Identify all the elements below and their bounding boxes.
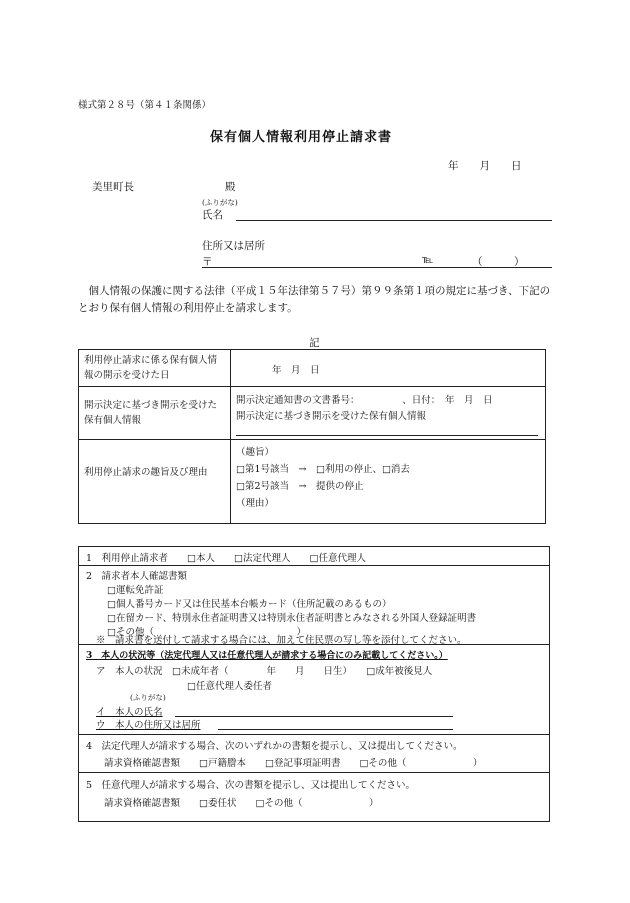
name-label: 氏名	[202, 209, 223, 221]
table-row-divider	[78, 386, 546, 387]
furigana-label: (ふりがな)	[202, 198, 238, 207]
name-field-line[interactable]	[236, 220, 552, 221]
principal-address-line[interactable]	[218, 729, 453, 730]
row1-label: 利用停止請求に係る保有個人情報の開示を受けた日	[84, 355, 218, 381]
id-doc-option[interactable]: □その他（ ）	[107, 627, 306, 638]
row2-line2: 開示決定に基づき開示を受けた保有個人情報	[236, 411, 427, 422]
honorific: 殿	[225, 181, 236, 193]
row2-line1[interactable]: 開示決定通知書の文書番号： 、日付： 年 月 日	[236, 395, 493, 406]
id-doc-option[interactable]: □個人番号カード又は住民基本台帳カード（住所記載のあるもの）	[107, 599, 392, 610]
row2-underline	[236, 435, 538, 436]
page-title: 保有個人情報利用停止請求書	[210, 130, 393, 145]
section-divider	[78, 565, 550, 566]
section3-title: 3 本人の状況等（法定代理人又は任意代理人が請求する場合にのみ記載してください。）	[86, 651, 448, 661]
section5-title: 5 任意代理人が請求する場合、次の書類を提示し、又は提出してください。	[86, 780, 416, 791]
section3-furigana: (ふりがな)	[130, 693, 166, 702]
principal-name-line[interactable]	[175, 716, 453, 717]
postal-mark: 〒	[202, 256, 213, 268]
section-divider	[78, 772, 550, 773]
section3-status[interactable]: ア 本人の状況 □未成年者（ 年 月 日生） □成年被後見人	[96, 666, 433, 677]
tel-parens: （ ）	[472, 256, 525, 268]
row3-line3[interactable]: □第2号該当 → 提供の停止	[236, 481, 364, 492]
table-row-divider	[78, 439, 546, 440]
section1-requester[interactable]: 1 利用停止請求者 □本人 □法定代理人 □任意代理人	[86, 553, 366, 564]
section3-status-delegator[interactable]: □任意代理人委任者	[187, 681, 272, 692]
row2-label: 開示決定に基づき開示を受けた保有個人情報	[84, 400, 218, 426]
section3-principal-name[interactable]: イ 本人の氏名	[96, 707, 163, 718]
section4-documents[interactable]: 請求資格確認書類 □戸籍謄本 □登記事項証明書 □その他（ ）	[104, 758, 483, 769]
id-doc-option[interactable]: □運転免許証	[107, 585, 164, 596]
ki-heading: 記	[309, 337, 320, 349]
id-doc-option[interactable]: □在留カード、特別永住者証明書又は特別永住者証明書とみなされる外国人登録証明書	[107, 613, 477, 624]
table-divider	[230, 349, 231, 524]
row3-label: 利用停止請求の趣旨及び理由	[84, 467, 208, 478]
row3-line2[interactable]: □第1号該当 → □利用の停止、□消去	[236, 464, 410, 475]
address-field-line[interactable]	[202, 267, 552, 268]
section2-title: 2 請求者本人確認書類	[86, 571, 188, 582]
address-label: 住所又は居所	[202, 240, 265, 252]
section3-principal-address[interactable]: ウ 本人の住所又は居所	[96, 720, 201, 731]
date-line: 年 月 日	[448, 160, 522, 172]
row1-value[interactable]: 年 月 日	[272, 365, 320, 376]
row3-line1: （趣旨）	[236, 447, 275, 458]
section-divider	[78, 734, 550, 735]
section5-documents[interactable]: 請求資格確認書類 □委任状 □その他（ ）	[104, 798, 379, 809]
row3-line4: （理由）	[236, 498, 275, 509]
tel-label: ℡	[422, 254, 434, 266]
section4-title: 4 法定代理人が請求する場合、次のいずれかの書類を提示し、又は提出してください。	[86, 741, 463, 752]
intro-paragraph: 個人情報の保護に関する法律（平成１５年法律第５７号）第９９条第１項の規定に基づき、下記のとおり保有個人情報の利用停止を請求します。	[78, 285, 551, 314]
section2-note: ※ 請求書を送付して請求する場合には、加えて住民票の写し等を添付してください。	[96, 635, 467, 646]
addressee: 美里町長	[92, 181, 134, 193]
form-number: 様式第２８号（第４１条関係）	[78, 100, 212, 111]
